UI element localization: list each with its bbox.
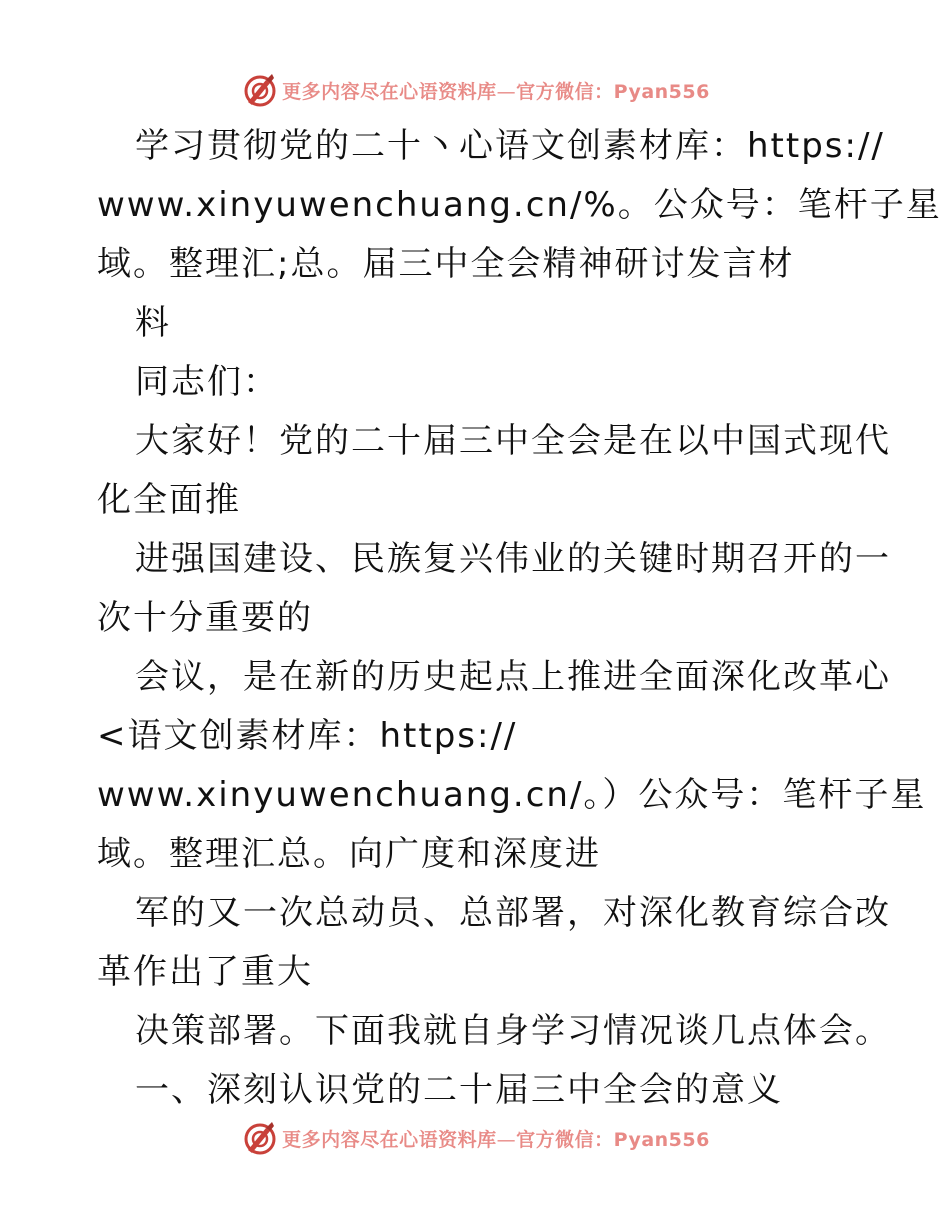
banner-main-text: 更多内容尽在心语资料库	[282, 1128, 497, 1151]
text-line: 大家好！党的二十届三中全会是在以中国式现代	[135, 421, 891, 461]
header-banner	[0, 70, 950, 110]
text-line: 会议，是在新的历史起点上推进全面深化改革心	[135, 657, 891, 697]
document-body	[97, 117, 942, 1120]
banner-text	[282, 1125, 710, 1152]
text-line: 学习贯彻党的二十丶心语文创素材库：https://	[135, 126, 885, 166]
footer-banner	[0, 1118, 950, 1158]
banner-suffix-text: 官方微信：Pyan556	[516, 1128, 710, 1151]
text-line: 化全面推	[97, 480, 241, 520]
text-line: 革作出了重大	[97, 952, 313, 992]
text-line: 军的又一次总动员、总部署，对深化教育综合改	[135, 893, 891, 933]
text-line: 域。整理汇;总。届三中全会精神研讨发言材	[97, 244, 795, 284]
text-line: www.xinyuwenchuang.cn/%。公众号：笔杆子星	[97, 185, 942, 225]
text-line: 域。整理汇总。向广度和深度进	[97, 834, 601, 874]
text-line: www.xinyuwenchuang.cn/。）公众号：笔杆子星	[97, 775, 927, 815]
text-line: 料	[135, 303, 171, 343]
text-line: 决策部署。下面我就自身学习情况谈几点体会。	[135, 1011, 891, 1051]
banner-separator: —	[496, 1128, 517, 1151]
banner-suffix-text: 官方微信：Pyan556	[516, 80, 710, 103]
banner-separator: —	[496, 80, 517, 103]
text-line: <语文创素材库：https://	[97, 716, 518, 756]
brand-logo-icon	[240, 1118, 280, 1158]
section-heading: 一、深刻认识党的二十届三中全会的意义	[135, 1070, 783, 1110]
text-line: 次十分重要的	[97, 598, 313, 638]
brand-logo-icon	[240, 70, 280, 110]
banner-main-text: 更多内容尽在心语资料库	[282, 80, 497, 103]
salutation: 同志们：	[135, 362, 279, 402]
banner-text	[282, 77, 710, 104]
text-line: 进强国建设、民族复兴伟业的关键时期召开的一	[135, 539, 891, 579]
